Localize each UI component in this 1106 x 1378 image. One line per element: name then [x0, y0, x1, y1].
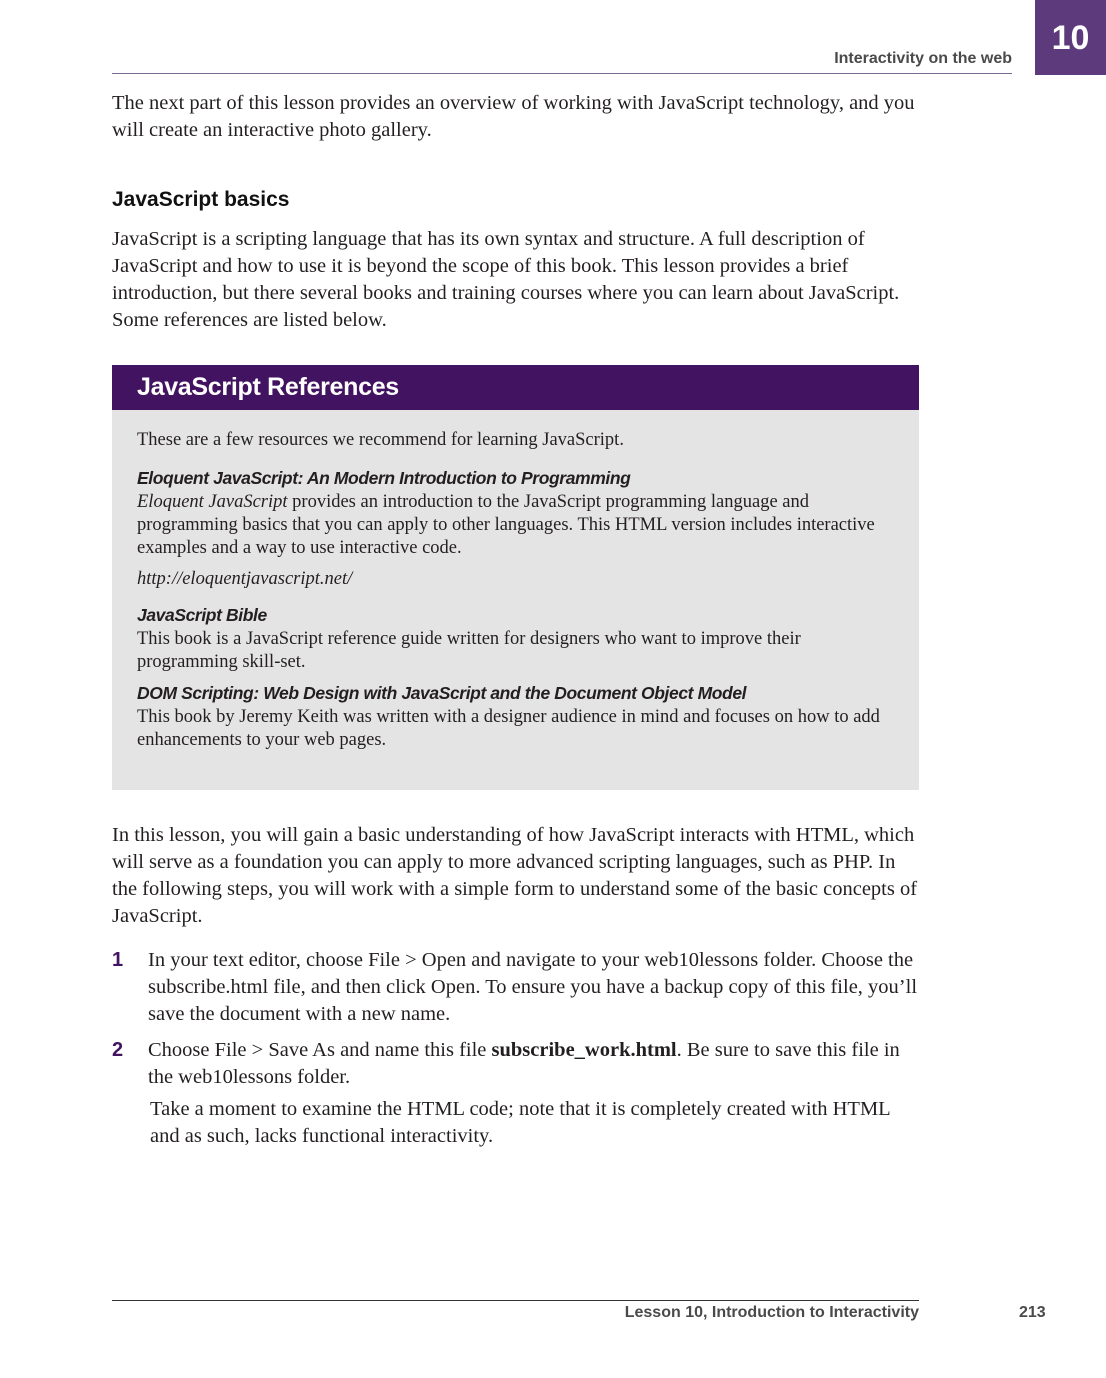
section-heading: JavaScript basics — [112, 188, 290, 211]
reference-description: This book by Jeremy Keith was written with a designer audience in mind and focuses on how to add enhancements to your web pages. — [137, 707, 880, 750]
step-number: 2 — [112, 1039, 124, 1061]
page-number: 213 — [1019, 1304, 1046, 1321]
section-paragraph: JavaScript is a scripting language that has its own syntax and structure. A full description of JavaScript and how to use it is beyond the scope of this book. This lesson provides a brief introduction, but there several books and training courses where you can learn about JavaScript. Some references are listed below. — [112, 228, 900, 331]
sidebar-body — [137, 429, 887, 760]
reference-title: JavaScript Bible — [137, 605, 267, 625]
reference-url-link[interactable]: http://eloquentjavascript.net/ — [137, 569, 353, 589]
step-number: 1 — [112, 949, 124, 971]
reference-description — [137, 491, 887, 560]
reference-title: DOM Scripting: Web Design with JavaScript and the Document Object Model — [137, 683, 747, 703]
running-header-title: Interactivity on the web — [834, 50, 1012, 67]
reference-book-name: Eloquent JavaScript — [137, 492, 288, 512]
references-sidebar — [112, 365, 919, 790]
step-text-after: . Be sure to save this file in the web10lessons folder. — [148, 1039, 900, 1088]
step-text: In your text editor, choose File > Open and navigate to your web10lessons folder. Choose the subscribe.html file, and then click Open. To ensure you have a backup copy of this file, you’ll save the document with a new name. — [148, 949, 918, 1025]
step-item — [112, 1037, 924, 1091]
step-item — [112, 947, 924, 1028]
step-note: Take a moment to examine the HTML code; note that it is completely created with HTML and as such, lacks functional interactivity. — [150, 1098, 890, 1147]
step-filename: subscribe_work.html — [491, 1039, 677, 1061]
chapter-number-tab: 10 — [1035, 0, 1106, 75]
reference-description-text: provides an introduction to the JavaScript programming language and programming basics that you can apply to other languages. This HTML version includes interactive examples and a way to use interactive code. — [137, 492, 875, 558]
reference-item — [137, 604, 887, 674]
sidebar-intro: These are a few resources we recommend for learning JavaScript. — [137, 430, 624, 450]
reference-item — [137, 467, 887, 591]
footer-rule — [112, 1300, 919, 1301]
sidebar-title: JavaScript References — [112, 365, 919, 410]
header-rule — [112, 73, 1012, 74]
intro-paragraph: The next part of this lesson provides an overview of working with JavaScript technology, and you will create an interactive photo gallery. — [112, 92, 915, 141]
footer-lesson-title: Lesson 10, Introduction to Interactivity — [624, 1304, 919, 1321]
reference-title: Eloquent JavaScript: An Modern Introduction to Programming — [137, 468, 631, 488]
reference-item — [137, 682, 887, 752]
step-text-before: Choose File > Save As and name this file — [148, 1039, 492, 1061]
steps-list — [112, 947, 924, 1150]
reference-description: This book is a JavaScript reference guide written for designers who want to improve their programming skill-set. — [137, 629, 801, 672]
lesson-paragraph: In this lesson, you will gain a basic understanding of how JavaScript interacts with HTML, which will serve as a foundation you can apply to more advanced scripting languages, such as PHP. In the following steps, you will work with a simple form to understand some of the basic concepts of JavaScript. — [112, 824, 918, 927]
